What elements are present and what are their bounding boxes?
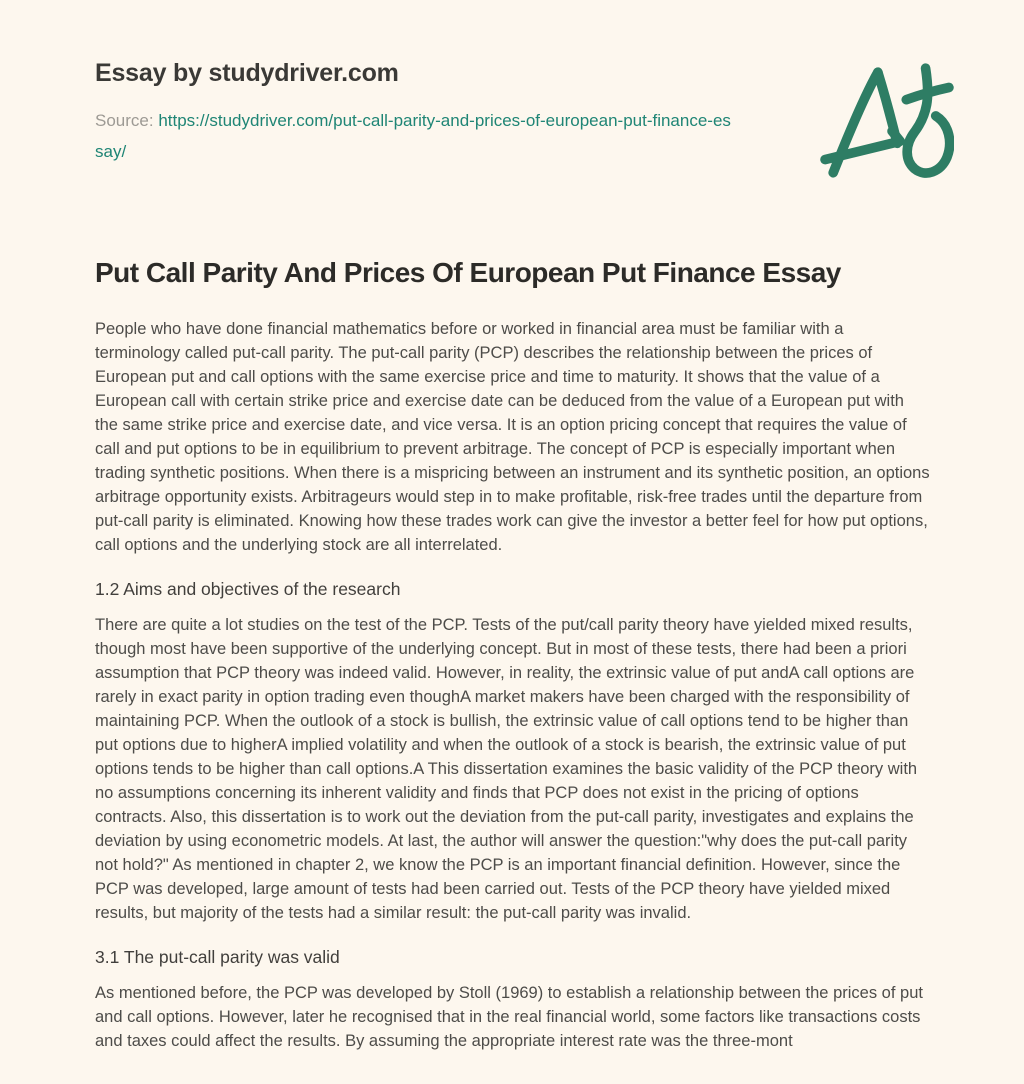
source-link[interactable]: https://studydriver.com/put-call-parity-and-prices-of-european-put-finance-essay/ — [95, 111, 731, 161]
studydriver-a-plus-logo-icon — [820, 55, 954, 189]
section-heading-aims: 1.2 Aims and objectives of the research — [95, 579, 401, 599]
paragraph-intro: People who have done financial mathematics before or worked in financial area must be familiar with a terminology called put-call parity. The put-call parity (PCP) describes the relationship between the prices of European put and call options with the same exercise price and time to maturity. It shows that the value of a European call with certain strike price and exercise date can be deduced from the value of a European put with the same strike price and exercise date, and vice versa. It is an option pricing concept that requires the value of call and put options to be in equilibrium to prevent arbitrage. The concept of PCP is especially important when trading synthetic positions. When there is a mispricing between an instrument and its synthetic position, an options arbitrage opportunity exists. Arbitrageurs would step in to make profitable, risk-free trades until the departure from put-call parity is eliminated. Knowing how these trades work can give the investor a better feel for how put options, call options and the underlying stock are all interrelated. — [95, 320, 930, 554]
source-label: Source: — [95, 111, 154, 130]
section-heading-parity-valid: 3.1 The put-call parity was valid — [95, 947, 340, 967]
page-header — [95, 58, 930, 167]
paragraph-parity-valid: As mentioned before, the PCP was developed by Stoll (1969) to establish a relationship between the prices of put and call options. However, later he recognised that in the real financial world, some factors like transactions costs and taxes could affect the results. By assuming the appropriate interest rate was the three-mont — [95, 984, 923, 1050]
essay-content — [95, 255, 930, 1053]
source-line — [95, 105, 735, 167]
essay-title: Put Call Parity And Prices Of European Put Finance Essay — [95, 257, 841, 288]
header-title: Essay by studydriver.com — [95, 59, 399, 87]
paragraph-aims-and-tests: There are quite a lot studies on the test of the PCP. Tests of the put/call parity theory have yielded mixed results, though most have been supportive of the underlying concept. But in most of these tests, there had been a priori assumption that PCP theory was indeed valid. However, in reality, the extrinsic value of put andA call options are rarely in exact parity in option trading even thoughA market makers have been charged with the responsibility of maintaining PCP. When the outlook of a stock is bullish, the extrinsic value of call options tend to be higher than put options due to higherA implied volatility and when the outlook of a stock is bearish, the extrinsic value of put options tends to be higher than call options.A This dissertation examines the basic validity of the PCP theory with no assumptions concerning its inherent validity and finds that PCP does not exist in the pricing of options contracts. Also, this dissertation is to work out the deviation from the put-call parity, investigates and explains the deviation by using econometric models. At last, the author will answer the question:"why does the put-call parity not hold?" As mentioned in chapter 2, we know the PCP is an important financial definition. However, since the PCP was developed, large amount of tests had been carried out. Tests of the PCP theory have yielded mixed results, but majority of the tests had a similar result: the put-call parity was invalid. — [95, 616, 918, 922]
logo-strokes — [825, 68, 950, 173]
